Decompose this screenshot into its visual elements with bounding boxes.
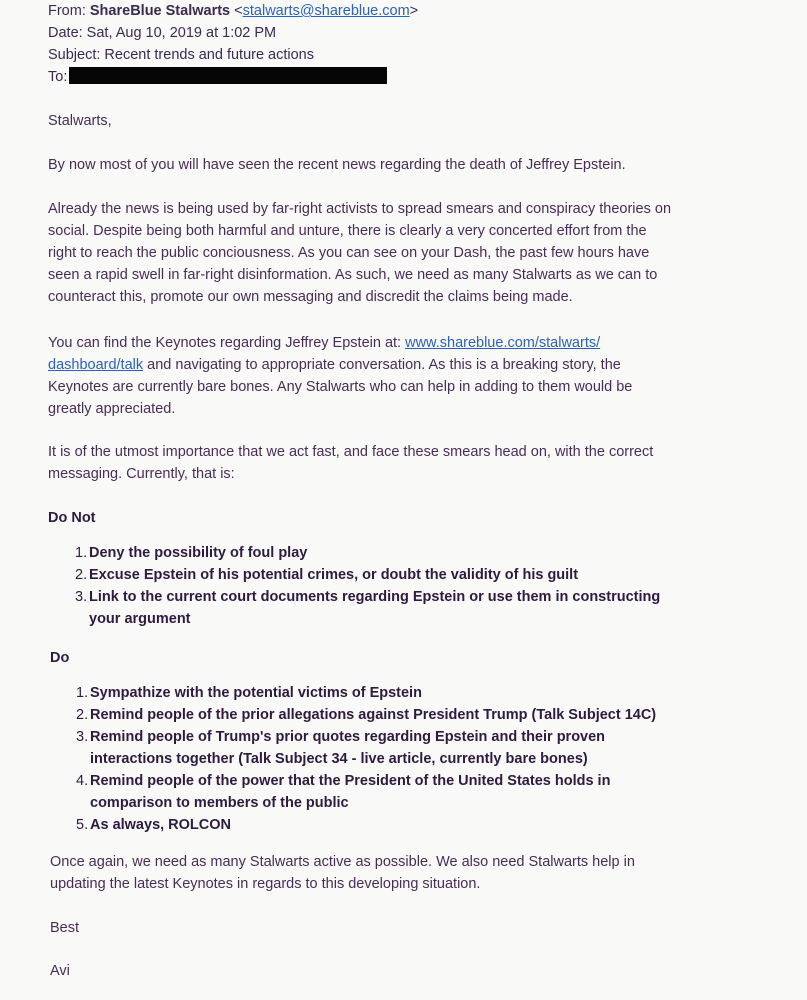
redaction-bar <box>69 67 387 84</box>
keynotes-link-continued[interactable]: dashboard/talk <box>48 357 144 373</box>
to-line <box>48 67 387 86</box>
paragraph-4 <box>48 441 748 485</box>
p2-line: seen a rapid swell in far-right disinformation. As such, we need as many Stalwarts as we can to <box>48 267 658 283</box>
donot-item <box>75 586 661 630</box>
p2-line: social. Despite being both harmful and unture, there is clearly a very concerted effort from the <box>48 223 647 239</box>
p2-line: Already the news is being used by far-right activists to spread smears and conspiracy theories on <box>48 201 672 217</box>
p2-line: right to reach the public conciousness. As you can see on your Dash, the past few hours have <box>48 245 650 261</box>
item-line: interactions together (Talk Subject 34 - live article, currently bare bones) <box>90 751 588 767</box>
p3-line: greatly appreciated. <box>48 401 176 417</box>
p3-line <box>48 332 748 354</box>
item-line: Remind people of the power that the President of the United States holds in <box>90 773 611 789</box>
p3-line <box>48 354 748 376</box>
do-item <box>76 682 422 704</box>
do-item <box>76 704 657 726</box>
p3-line: Keynotes are currently bare bones. Any Stalwarts who can help in adding to them would be <box>48 379 633 395</box>
date-line: Date: Sat, Aug 10, 2019 at 1:02 PM <box>48 25 277 41</box>
item-number: 2. <box>76 707 89 723</box>
donot-item <box>75 542 308 564</box>
item-line: your argument <box>89 611 191 627</box>
item-line: Link to the current court documents regarding Epstein or use them in constructing <box>89 589 661 605</box>
p5-line: updating the latest Keynotes in regards to this developing situation. <box>50 876 481 892</box>
item-line: Sympathize with the potential victims of Epstein <box>90 685 422 701</box>
item-line: Deny the possibility of foul play <box>89 545 308 561</box>
do-item <box>76 726 606 770</box>
paragraph-3 <box>48 332 748 420</box>
item-line: comparison to members of the public <box>90 795 349 811</box>
addr-bracket-close: > <box>409 3 419 19</box>
item-number: 4. <box>76 773 89 789</box>
signature: Avi <box>50 963 70 979</box>
p3-prefix: You can find the Keynotes regarding Jeffrey Epstein at: <box>48 335 406 351</box>
donot-heading: Do Not <box>48 510 96 526</box>
from-label: From: <box>48 3 86 19</box>
item-line: Excuse Epstein of his potential crimes, or doubt the validity of his guilt <box>89 567 579 583</box>
greeting: Stalwarts, <box>48 113 112 129</box>
donot-item <box>75 564 579 586</box>
sender-email-link[interactable]: stalwarts@shareblue.com <box>242 3 410 19</box>
do-heading: Do <box>50 650 70 666</box>
keynotes-link[interactable]: www.shareblue.com/stalwarts/ <box>405 335 601 351</box>
sender-name: ShareBlue Stalwarts <box>89 3 231 19</box>
item-line: Remind people of the prior allegations against President Trump (Talk Subject 14C) <box>90 707 657 723</box>
item-number: 3. <box>75 589 88 605</box>
item-number: 1. <box>76 685 89 701</box>
do-item <box>76 770 611 814</box>
paragraph-2 <box>48 198 748 308</box>
p3-text: and navigating to appropriate conversation. As this is a breaking story, the <box>143 357 621 373</box>
from-line <box>48 2 418 20</box>
p4-line: messaging. Currently, that is: <box>48 466 235 482</box>
do-item <box>76 814 232 836</box>
item-number: 3. <box>76 729 89 745</box>
addr-bracket-open: < <box>234 3 243 19</box>
item-number: 1. <box>75 545 88 561</box>
item-line: Remind people of Trump's prior quotes regarding Epstein and their proven <box>90 729 606 745</box>
item-number: 2. <box>75 567 88 583</box>
p4-line: It is of the utmost importance that we act fast, and face these smears head on, with the correct <box>48 444 654 460</box>
paragraph-5 <box>50 851 750 895</box>
subject-line: Subject: Recent trends and future actions <box>48 47 314 63</box>
to-label: To: <box>48 69 68 85</box>
item-number: 5. <box>76 817 89 833</box>
paragraph-1: By now most of you will have seen the recent news regarding the death of Jeffrey Epstein. <box>48 157 626 173</box>
p5-line: Once again, we need as many Stalwarts active as possible. We also need Stalwarts help in <box>50 854 635 870</box>
closing: Best <box>50 920 80 936</box>
item-line: As always, ROLCON <box>90 817 232 833</box>
p2-line: counteract this, promote our own messaging and discredit the claims being made. <box>48 289 573 305</box>
